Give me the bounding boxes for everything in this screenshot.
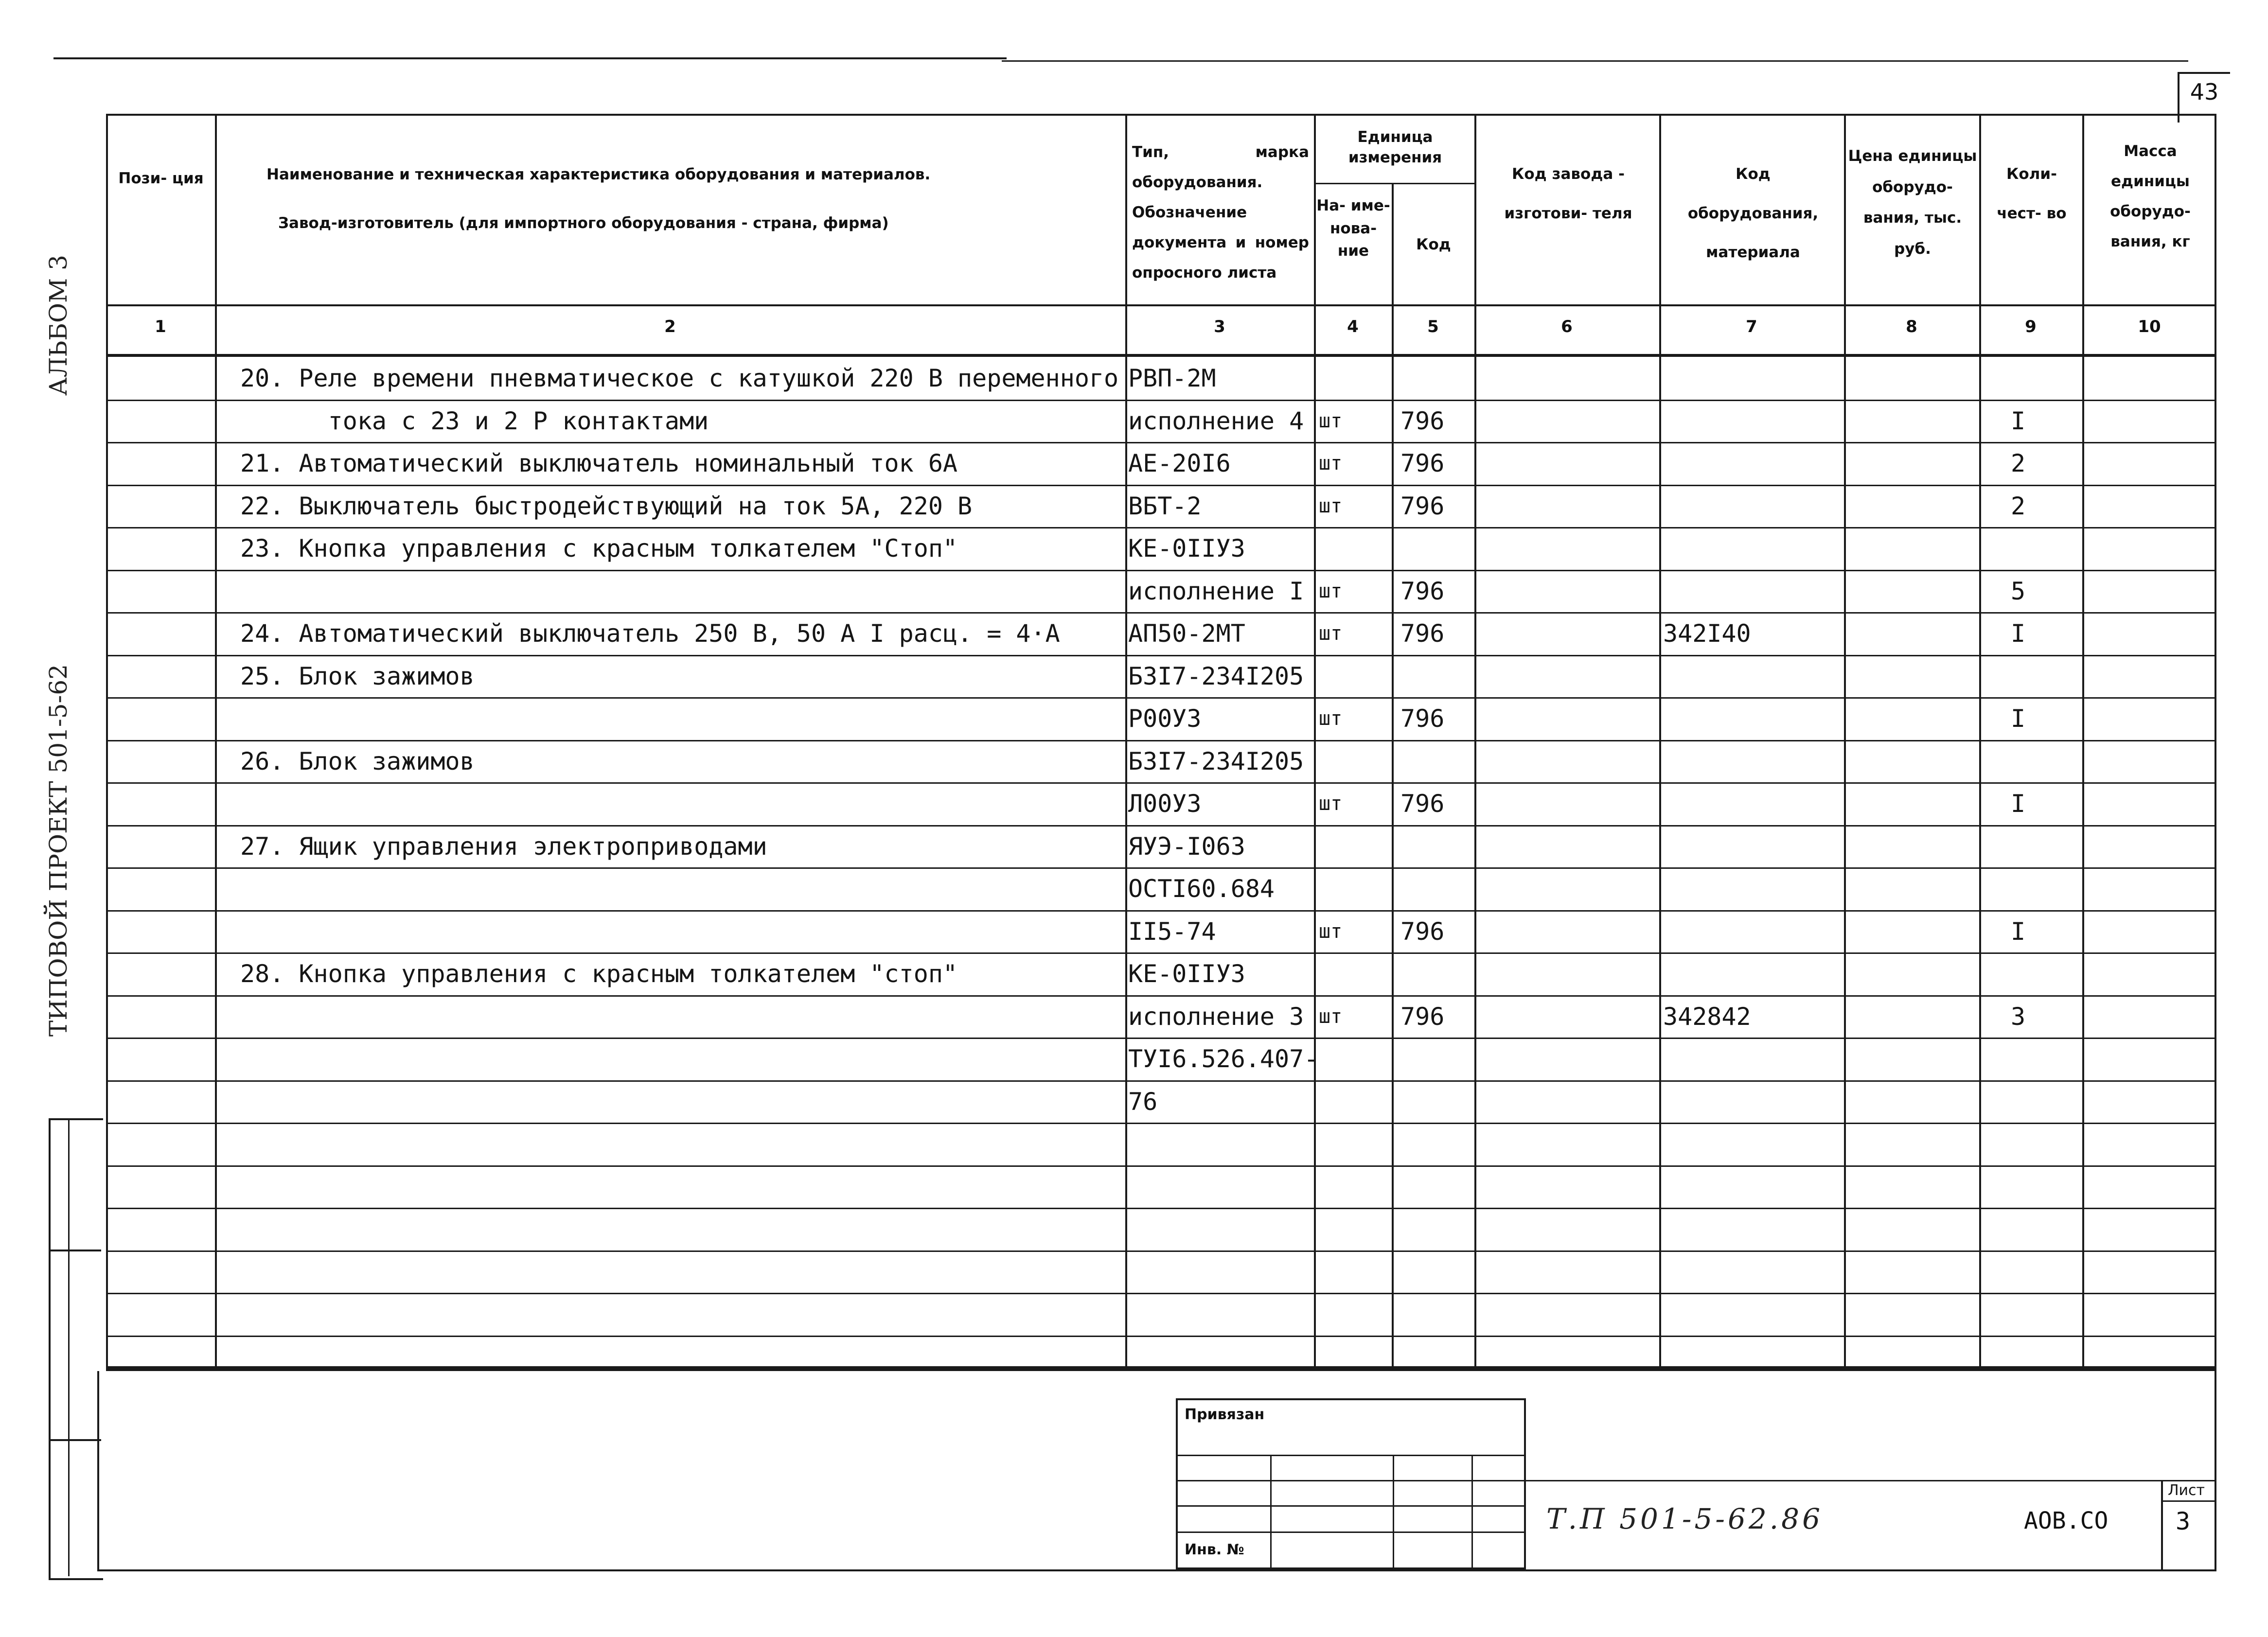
side-label-album: АЛЬБОМ 3 — [44, 255, 72, 396]
row-type: исполнение I — [1128, 577, 1304, 605]
row-type: ЯУЭ-I063 — [1128, 832, 1245, 861]
row-unit: шт — [1319, 622, 1343, 645]
row-code: 796 — [1400, 619, 1445, 648]
row-type: БЗI7-234I205 — [1128, 662, 1304, 690]
stamp-col-3 — [1471, 1455, 1473, 1569]
row-type: РВП-2М — [1128, 364, 1216, 392]
row-unit: шт — [1319, 792, 1343, 815]
row-type: Л00У3 — [1128, 790, 1202, 818]
row-type: КЕ-0IIУ3 — [1128, 534, 1245, 563]
row-name: 25. Блок зажимов — [240, 662, 475, 690]
row-line — [106, 400, 2216, 401]
unit-group-divider — [1314, 183, 1475, 184]
row-name: 20. Реле времени пневматическое с катушкой 220 В переменного — [240, 364, 1119, 392]
header-unit-group: Единица измерения — [1348, 128, 1442, 166]
stamp-line-4 — [1176, 1531, 1526, 1533]
binding-divider-2 — [49, 1439, 101, 1441]
header-price: Цена единицы оборудо- вания, тыс. руб. — [1848, 147, 1977, 258]
row-unit: шт — [1319, 920, 1343, 943]
sheet-box-divider — [2161, 1500, 2216, 1502]
row-line — [106, 485, 2216, 486]
header-unit-code: Код — [1416, 236, 1451, 253]
row-qty: I — [2010, 917, 2026, 946]
row-line — [106, 1293, 2216, 1294]
row-type: БЗI7-234I205 — [1128, 747, 1304, 775]
row-mat: 342I40 — [1663, 619, 1751, 648]
row-line — [106, 782, 2216, 784]
row-type: КЕ-0IIУ3 — [1128, 960, 1245, 988]
row-line — [106, 527, 2216, 528]
row-unit: шт — [1319, 707, 1343, 730]
row-code: 796 — [1400, 917, 1445, 946]
header-material-code: Код оборудования, материала — [1687, 165, 1819, 262]
colnum-bottom-line — [106, 354, 2216, 357]
row-unit: шт — [1319, 580, 1343, 602]
column-number: 8 — [1906, 317, 1917, 336]
row-name: 22. Выключатель быстродействующий на ток 5А, 220 В — [240, 492, 973, 520]
row-name: 26. Блок зажимов — [240, 747, 475, 775]
stamp-bound-label: Привязан — [1185, 1406, 1265, 1423]
row-unit: шт — [1319, 495, 1343, 517]
row-line — [106, 1336, 2216, 1337]
row-code: 796 — [1400, 790, 1445, 818]
row-name: 28. Кнопка управления с красным толкателем "стоп" — [240, 960, 958, 988]
row-line — [106, 697, 2216, 699]
row-qty: I — [2010, 790, 2026, 818]
row-line — [106, 1208, 2216, 1209]
stamp-line-1 — [1176, 1455, 1526, 1456]
header-unit-name: На- име- нова- ние — [1316, 197, 1390, 260]
row-qty: I — [2010, 407, 2026, 435]
row-line — [106, 1123, 2216, 1124]
binding-divider-1 — [49, 1250, 101, 1251]
row-line — [106, 995, 2216, 997]
stamp-col-2 — [1393, 1455, 1394, 1569]
title-main-line — [1526, 1480, 2216, 1481]
header-mass: Масса единицы оборудо- вания, кг — [2110, 142, 2191, 250]
row-line — [106, 1080, 2216, 1082]
row-qty: 3 — [2010, 1003, 2026, 1031]
row-type: АП50-2МТ — [1128, 619, 1245, 648]
row-line — [106, 1038, 2216, 1039]
row-mat: 342842 — [1663, 1003, 1751, 1031]
header-position: Пози- ция — [118, 170, 204, 187]
header-bottom-line — [106, 304, 2216, 306]
row-type: Р00У3 — [1128, 704, 1202, 733]
row-line — [106, 825, 2216, 827]
row-qty: I — [2010, 619, 2026, 648]
row-code: 796 — [1400, 704, 1445, 733]
row-unit: шт — [1319, 410, 1343, 432]
row-type: исполнение 4 — [1128, 407, 1304, 435]
header-maker-code: Код завода - изготови- теля — [1504, 165, 1632, 222]
sheet-number: 3 — [2176, 1507, 2191, 1535]
top-rule — [53, 57, 1007, 59]
row-type: ВБТ-2 — [1128, 492, 1202, 520]
header-type: Тип, марка оборудования. Обозначение документа и номер опросного листа — [1132, 143, 1309, 282]
row-type: ОСТI60.684 — [1128, 875, 1275, 903]
column-number: 2 — [664, 317, 676, 336]
row-name: 23. Кнопка управления с красным толкателем "Стоп" — [240, 534, 958, 563]
row-unit: шт — [1319, 452, 1343, 475]
row-line — [106, 442, 2216, 443]
stamp-line-3 — [1176, 1505, 1526, 1507]
row-code: 796 — [1400, 449, 1445, 477]
row-name: 27. Ящик управления электроприводами — [240, 832, 767, 861]
column-number: 10 — [2138, 317, 2161, 336]
row-line — [106, 570, 2216, 571]
row-code: 796 — [1400, 1003, 1445, 1031]
row-qty: 2 — [2010, 492, 2026, 520]
stamp-line-2 — [1176, 1480, 1526, 1481]
row-line — [106, 910, 2216, 912]
row-type: исполнение 3 — [1128, 1003, 1304, 1031]
row-code: 796 — [1400, 407, 1445, 435]
designation-handwritten: Т.П 501-5-62.86 — [1546, 1502, 1823, 1535]
row-qty: I — [2010, 704, 2026, 733]
row-line — [106, 655, 2216, 656]
header-quantity: Коли- чест- во — [1997, 165, 2067, 222]
row-name: 24. Автоматический выключатель 250 В, 50 А I расц. = 4·А — [240, 619, 1060, 648]
row-qty: 2 — [2010, 449, 2026, 477]
row-type: АЕ-20I6 — [1128, 449, 1231, 477]
row-code: 796 — [1400, 577, 1445, 605]
row-name: 21. Автоматический выключатель номинальный ток 6А — [240, 449, 958, 477]
row-line — [106, 740, 2216, 741]
col-line-4 — [1392, 183, 1394, 1368]
row-type: II5-74 — [1128, 917, 1216, 946]
stamp-inv-label: Инв. № — [1185, 1541, 1244, 1558]
binding-strip — [49, 1118, 103, 1580]
stamp-col-1 — [1270, 1455, 1272, 1569]
binding-inner-line — [68, 1118, 70, 1576]
row-line — [106, 952, 2216, 954]
row-type: ТУI6.526.407- — [1128, 1045, 1319, 1073]
row-name: тока с 23 и 2 Р контактами — [240, 407, 709, 435]
page-number: 43 — [2190, 79, 2219, 105]
row-unit: шт — [1319, 1005, 1343, 1028]
column-number: 9 — [2025, 317, 2037, 336]
header-name-line1: Наименование и техническая характеристика оборудования и материалов. — [266, 166, 931, 183]
column-number: 5 — [1427, 317, 1439, 336]
row-type: 76 — [1128, 1088, 1158, 1116]
column-number: 7 — [1746, 317, 1757, 336]
row-line — [106, 867, 2216, 869]
row-line — [106, 1165, 2216, 1167]
row-qty: 5 — [2010, 577, 2026, 605]
album-code: АОВ.СО — [2024, 1507, 2109, 1534]
top-rule-right — [1002, 60, 2188, 62]
row-line — [106, 1250, 2216, 1252]
header-name-line2: Завод-изготовитель (для импортного оборудования - страна, фирма) — [278, 214, 889, 232]
title-block — [97, 1371, 2216, 1571]
column-number: 6 — [1561, 317, 1573, 336]
row-line — [106, 612, 2216, 614]
sheet-label: Лист — [2168, 1482, 2205, 1499]
row-code: 796 — [1400, 492, 1445, 520]
column-number: 4 — [1347, 317, 1359, 336]
column-number: 3 — [1214, 317, 1225, 336]
side-label-project: ТИПОВОЙ ПРОЕКТ 501-5-62 — [44, 664, 72, 1037]
column-number: 1 — [155, 317, 166, 336]
